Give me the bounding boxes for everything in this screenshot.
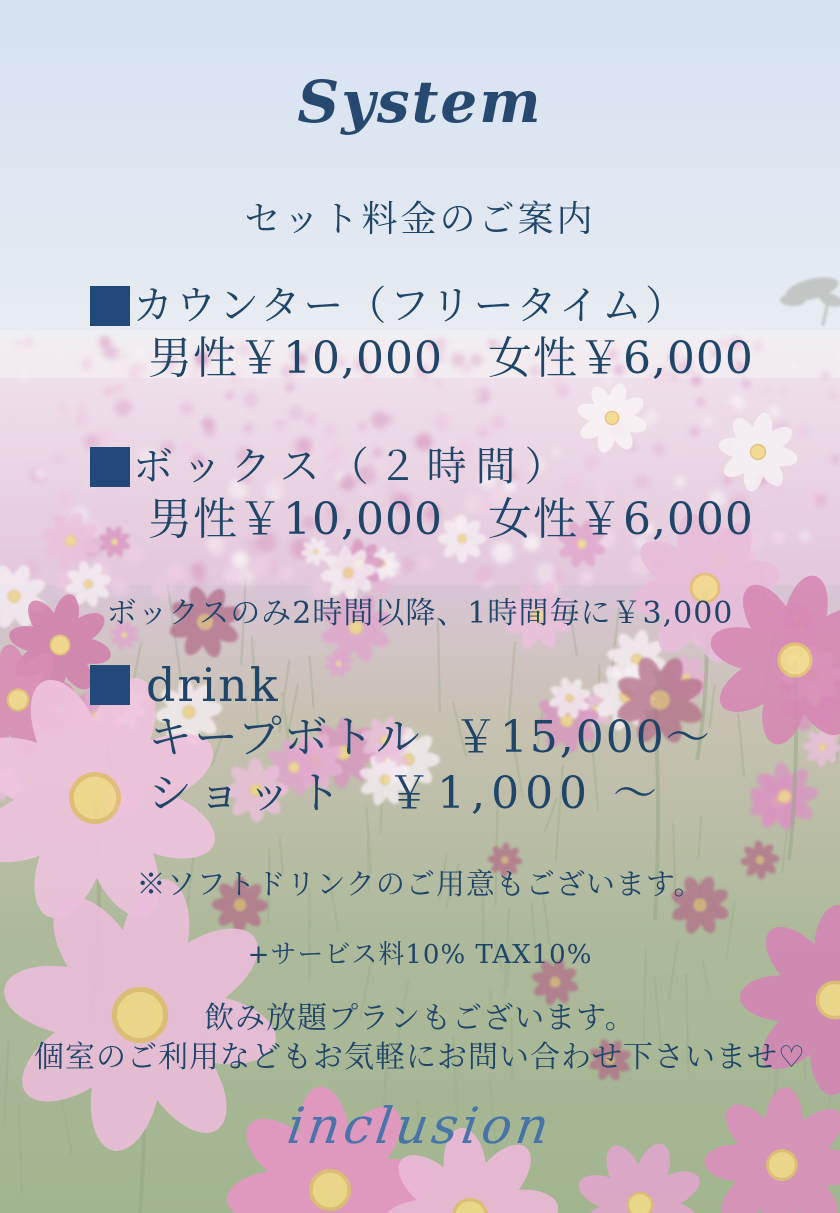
subtitle: セット料金のご案内 [244,199,596,240]
section-box-heading [90,444,574,490]
footer-line-nomihodai: 飲み放題プランもございます。 [204,1001,636,1036]
soft-drink-note: ※ソフトドリンクのご用意もございます。 [136,867,704,901]
counter-price-line: 男性￥10,000 女性￥6,000 [148,333,754,384]
drink-heading-label: drink [146,658,280,712]
bullet-square-icon [90,447,130,487]
service-tax-note: +サービス料10% TAX10% [247,940,593,970]
section-heading-label: カウンター（フリータイム） [133,283,688,329]
section-counter-heading [90,283,688,329]
box-price-line: 男性￥10,000 女性￥6,000 [148,494,754,545]
shot-price: ショット ￥1,000 〜 [148,768,664,819]
box-extension-note: ボックスのみ2時間以降、1時間毎に￥3,000 [106,596,734,631]
section-drink-heading [90,658,280,712]
bullet-square-icon [90,665,130,705]
footer-line-inquiry: 個室のご利用などもお気軽にお問い合わせ下さいませ♡ [34,1040,806,1075]
bullet-square-icon [90,286,130,326]
section-heading-label: ボックス（２時間） [133,444,574,490]
shop-logo-text: inclusion [283,1097,557,1155]
keep-bottle-price: キープボトル ￥15,000〜 [148,712,712,763]
page-title: System [297,68,543,136]
shop-logo [0,1097,840,1155]
